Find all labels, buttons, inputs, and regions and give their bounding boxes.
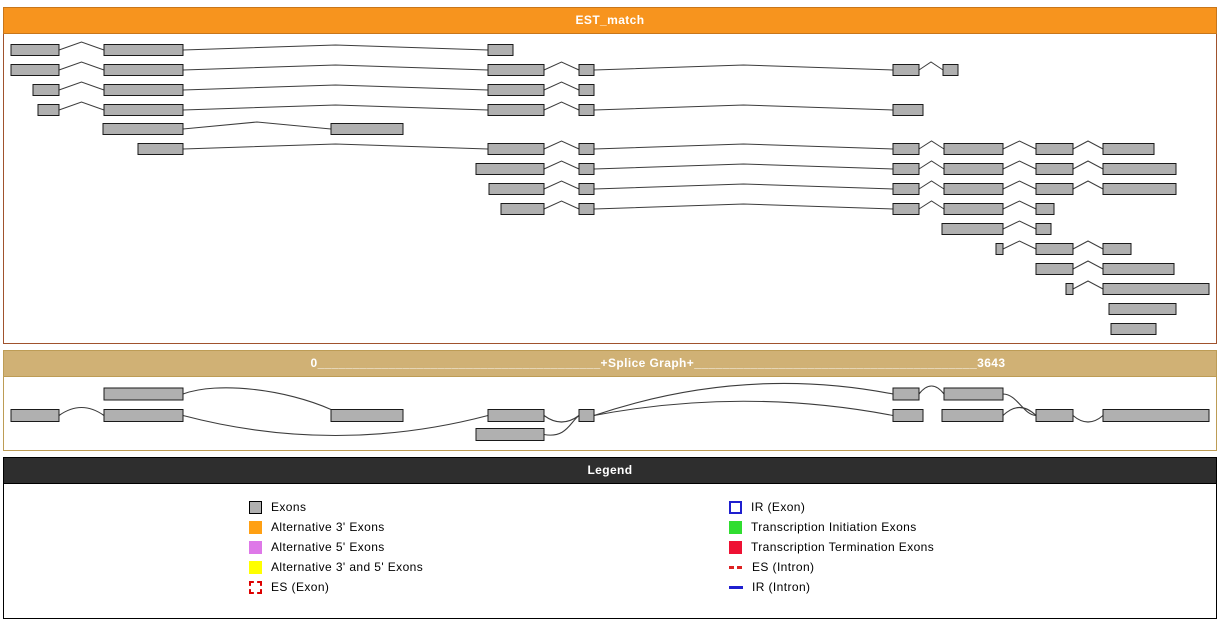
legend-item (729, 557, 814, 577)
exon (579, 144, 594, 155)
exon (488, 45, 513, 56)
splice-edge (594, 401, 893, 415)
intron-line (1003, 181, 1036, 189)
exon (944, 164, 1003, 175)
legend-item (249, 517, 385, 537)
est-transcript-row (11, 62, 958, 76)
exon (943, 65, 958, 76)
intron-line (594, 204, 893, 209)
exon (1036, 224, 1051, 235)
intron-line (544, 141, 579, 149)
exon (1036, 164, 1073, 175)
splice-graph-exon-node (476, 429, 544, 441)
intron-line (919, 62, 943, 70)
exon (893, 65, 919, 76)
legend-item (249, 497, 306, 517)
intron-line (59, 62, 104, 70)
intron-line (59, 102, 104, 110)
intron-line (1073, 141, 1103, 149)
splice-edge (183, 388, 331, 410)
intron-line (544, 201, 579, 209)
legend-label: IR (Exon) (751, 500, 806, 514)
exon (1111, 324, 1156, 335)
est-transcript-row (476, 161, 1176, 175)
legend-swatch-solid-bordered-icon (249, 501, 262, 514)
splice-graph-exon-node (331, 410, 403, 422)
exon (104, 105, 183, 116)
exon (488, 85, 544, 96)
splice-graph-track-area (3, 377, 1217, 451)
exon (942, 224, 1003, 235)
intron-line (919, 141, 944, 149)
intron-line (544, 181, 579, 189)
exon (11, 45, 59, 56)
legend-swatch-line-dashed-icon (729, 566, 743, 569)
intron-line (183, 45, 488, 50)
intron-line (594, 65, 893, 70)
intron-line (183, 65, 488, 70)
legend-item (729, 517, 917, 537)
legend-label: IR (Intron) (752, 580, 811, 594)
legend-item (249, 537, 385, 557)
splice-edge (919, 386, 944, 394)
exon (476, 164, 544, 175)
exon (944, 144, 1003, 155)
splice-edge (1073, 416, 1103, 423)
exon (579, 105, 594, 116)
legend-swatch-solid-icon (249, 561, 262, 574)
splice-graph-axis-label: 0________________________________________+Splice Graph+________________________________________3643 (310, 356, 1006, 370)
exon (893, 105, 923, 116)
legend-item (729, 537, 934, 557)
exon (579, 85, 594, 96)
intron-line (544, 161, 579, 169)
exon (944, 204, 1003, 215)
intron-line (59, 82, 104, 90)
est-transcript-row (1066, 281, 1209, 295)
splice-graph-exon-node (104, 410, 183, 422)
exon (488, 144, 544, 155)
legend-swatch-solid-icon (729, 521, 742, 534)
est-alignments-plot (4, 34, 1217, 343)
exon (33, 85, 59, 96)
legend-label: ES (Exon) (271, 580, 330, 594)
legend-header (3, 457, 1217, 484)
est-transcript-row (501, 201, 1054, 215)
exon (893, 184, 919, 195)
splice-graph-exon-node (579, 410, 594, 422)
legend-swatch-dashed-outline-icon (249, 581, 262, 594)
exon (1103, 164, 1176, 175)
exon (501, 204, 544, 215)
est-transcript-row (942, 221, 1051, 235)
intron-line (1003, 241, 1036, 249)
intron-line (59, 42, 104, 50)
exon (1036, 244, 1073, 255)
intron-line (1073, 181, 1103, 189)
exon (1103, 244, 1131, 255)
est-match-track-area (3, 34, 1217, 344)
splice-graph-header (3, 350, 1217, 377)
intron-line (1003, 201, 1036, 209)
est-match-panel (3, 7, 1217, 344)
exon (38, 105, 59, 116)
exon (103, 124, 183, 135)
est-transcript-row (138, 141, 1154, 155)
legend-swatch-outline-icon (729, 501, 742, 514)
legend-swatch-solid-icon (729, 541, 742, 554)
exon (1103, 284, 1209, 295)
exon (1036, 144, 1073, 155)
exon (1066, 284, 1073, 295)
exon (579, 65, 594, 76)
legend-swatch-solid-icon (249, 521, 262, 534)
exon (579, 204, 594, 215)
exon (489, 184, 544, 195)
intron-line (594, 105, 893, 110)
legend-swatch-solid-icon (249, 541, 262, 554)
legend-label: ES (Intron) (752, 560, 815, 574)
exon (944, 184, 1003, 195)
legend-item (729, 577, 810, 597)
est-transcript-row (1111, 324, 1156, 335)
exon (488, 105, 544, 116)
legend-title: Legend (587, 463, 633, 477)
est-transcript-row (38, 102, 923, 116)
intron-line (1073, 241, 1103, 249)
intron-line (919, 181, 944, 189)
legend-item (249, 557, 423, 577)
exon (1109, 304, 1176, 315)
exon (488, 65, 544, 76)
intron-line (183, 85, 488, 90)
intron-line (919, 161, 944, 169)
intron-line (1073, 261, 1103, 269)
intron-line (1003, 141, 1036, 149)
intron-line (1073, 281, 1103, 289)
exon (893, 164, 919, 175)
splice-graph-exon-node (11, 410, 59, 422)
intron-line (1073, 161, 1103, 169)
intron-line (544, 102, 579, 110)
intron-line (183, 144, 488, 149)
exon (1103, 184, 1176, 195)
exon (579, 164, 594, 175)
exon (138, 144, 183, 155)
exon (893, 204, 919, 215)
splice-graph-exon-node (942, 410, 1003, 422)
intron-line (919, 201, 944, 209)
exon (11, 65, 59, 76)
legend-label: Alternative 3' Exons (271, 520, 385, 534)
intron-line (544, 82, 579, 90)
legend-swatch-line-solid-icon (729, 586, 743, 589)
splice-graph-plot (4, 377, 1217, 450)
est-transcript-row (11, 42, 513, 56)
est-match-title: EST_match (575, 13, 645, 27)
est-match-header (3, 7, 1217, 34)
exon (893, 144, 919, 155)
exon (1036, 264, 1073, 275)
exon (104, 45, 183, 56)
legend-label: Exons (271, 500, 307, 514)
legend-label: Transcription Initiation Exons (751, 520, 917, 534)
splice-graph-exon-node (488, 410, 544, 422)
intron-line (594, 164, 893, 169)
splice-graph-exon-node (1103, 410, 1209, 422)
est-transcript-row (996, 241, 1131, 255)
splice-graph-exon-node (104, 388, 183, 400)
splice-graph-exon-node (893, 388, 919, 400)
legend-label: Alternative 5' Exons (271, 540, 385, 554)
legend-item (729, 497, 805, 517)
legend-panel (3, 457, 1217, 619)
est-transcript-row (1109, 304, 1176, 315)
splice-edge (59, 408, 104, 416)
exon (104, 85, 183, 96)
est-transcript-row (1036, 261, 1174, 275)
exon (579, 184, 594, 195)
splice-edge (1003, 394, 1036, 416)
legend-label: Transcription Termination Exons (751, 540, 935, 554)
est-transcript-row (489, 181, 1176, 195)
exon (331, 124, 403, 135)
exon (1103, 144, 1154, 155)
exon (1103, 264, 1174, 275)
est-transcript-row (33, 82, 594, 96)
splice-edge (594, 383, 893, 415)
intron-line (1003, 221, 1036, 229)
splice-graph-exon-node (944, 388, 1003, 400)
est-transcript-row (103, 122, 403, 135)
intron-line (544, 62, 579, 70)
splice-graph-exon-node (1036, 410, 1073, 422)
legend-body (3, 484, 1217, 619)
exon (1036, 204, 1054, 215)
exon (104, 65, 183, 76)
splice-graph-panel (3, 350, 1217, 451)
intron-line (594, 144, 893, 149)
splice-graph-exon-node (893, 410, 923, 422)
legend-label: Alternative 3' and 5' Exons (271, 560, 424, 574)
exon (1036, 184, 1073, 195)
intron-line (183, 105, 488, 110)
legend-item (249, 577, 329, 597)
intron-line (183, 122, 331, 129)
intron-line (1003, 161, 1036, 169)
intron-line (594, 184, 893, 189)
exon (996, 244, 1003, 255)
